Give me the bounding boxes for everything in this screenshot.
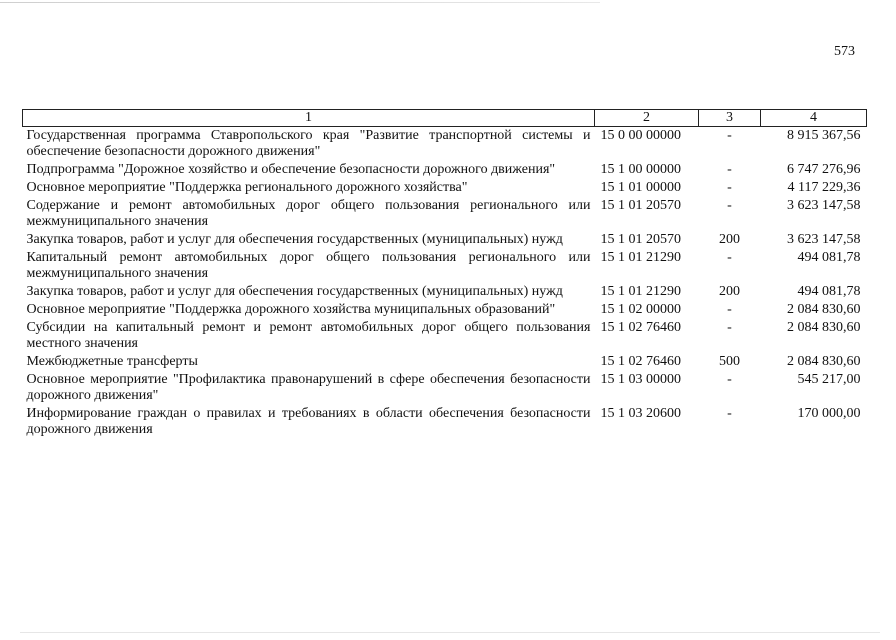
scan-edge-bottom: [20, 632, 880, 633]
row-code: 15 1 01 21290: [600, 284, 681, 299]
row-name: Закупка товаров, работ и услуг для обеспечения государственных (муниципальных) нужд: [26, 232, 563, 247]
row-type: 200: [719, 284, 740, 299]
table-row: [23, 283, 867, 301]
table-row: [23, 319, 867, 353]
row-amount: 2 084 830,60: [787, 354, 861, 369]
scan-edge-top: [0, 2, 600, 3]
row-name: Государственная программа Ставропольского края "Развитие транспортной системы и обеспечение безопасности дорожного движения": [26, 128, 591, 159]
row-code: 15 1 02 00000: [600, 302, 681, 317]
row-type: 200: [719, 232, 740, 247]
row-amount: 3 623 147,58: [787, 198, 861, 213]
row-code: 15 0 00 00000: [600, 128, 681, 143]
header-col-3: 3: [699, 110, 761, 127]
row-code: 15 1 03 20600: [600, 406, 681, 421]
row-code: 15 1 02 76460: [600, 354, 681, 369]
row-code: 15 1 01 00000: [600, 180, 681, 195]
row-name: Капитальный ремонт автомобильных дорог общего пользования регионального или межмуниципального значения: [26, 250, 591, 281]
row-name: Подпрограмма "Дорожное хозяйство и обеспечение безопасности дорожного движения": [26, 162, 556, 177]
row-type: -: [727, 128, 732, 143]
row-type: -: [727, 162, 732, 177]
row-name: Закупка товаров, работ и услуг для обеспечения государственных (муниципальных) нужд: [26, 284, 563, 299]
table-row: [23, 301, 867, 319]
row-amount: 2 084 830,60: [787, 320, 861, 335]
row-name: Межбюджетные трансферты: [26, 354, 198, 369]
table-row: [23, 231, 867, 249]
row-code: 15 1 00 00000: [600, 162, 681, 177]
row-name: Содержание и ремонт автомобильных дорог общего пользования регионального или межмуниципального значения: [26, 198, 591, 229]
row-code: 15 1 01 21290: [600, 250, 681, 265]
row-type: -: [727, 250, 732, 265]
row-type: -: [727, 320, 732, 335]
row-type: -: [727, 198, 732, 213]
row-type: -: [727, 372, 732, 387]
table-header-row: [23, 110, 867, 127]
row-amount: 4 117 229,36: [787, 180, 861, 195]
row-amount: 170 000,00: [797, 406, 861, 421]
row-type: -: [727, 302, 732, 317]
row-amount: 6 747 276,96: [787, 162, 861, 177]
table-row: [23, 353, 867, 371]
row-type: -: [727, 180, 732, 195]
row-code: 15 1 03 00000: [600, 372, 681, 387]
page-number: 573: [834, 44, 855, 59]
header-col-2: 2: [595, 110, 699, 127]
header-col-1: 1: [23, 110, 595, 127]
row-amount: 8 915 367,56: [787, 128, 861, 143]
row-name: Субсидии на капитальный ремонт и ремонт автомобильных дорог общего пользования местного значения: [26, 320, 591, 351]
row-code: 15 1 01 20570: [600, 198, 681, 213]
row-type: 500: [719, 354, 740, 369]
row-amount: 2 084 830,60: [787, 302, 861, 317]
row-name: Основное мероприятие "Поддержка дорожного хозяйства муниципальных образований": [26, 302, 556, 317]
row-name: Основное мероприятие "Поддержка регионального дорожного хозяйства": [26, 180, 468, 195]
row-amount: 494 081,78: [797, 250, 861, 265]
table-row: [23, 405, 867, 439]
row-name: Информирование граждан о правилах и требованиях в области обеспечения безопасности дорожного движения: [26, 406, 591, 437]
row-name: Основное мероприятие "Профилактика правонарушений в сфере обеспечения безопасности дорожного движения": [26, 372, 591, 403]
row-amount: 494 081,78: [797, 284, 861, 299]
table-row: [23, 197, 867, 231]
table-row: [23, 127, 867, 162]
table-row: [23, 161, 867, 179]
table-row: [23, 249, 867, 283]
header-col-4: 4: [761, 110, 867, 127]
table-row: [23, 179, 867, 197]
row-type: -: [727, 406, 732, 421]
row-amount: 3 623 147,58: [787, 232, 861, 247]
row-amount: 545 217,00: [797, 372, 861, 387]
row-code: 15 1 01 20570: [600, 232, 681, 247]
budget-table: [22, 109, 867, 439]
table-row: [23, 371, 867, 405]
row-code: 15 1 02 76460: [600, 320, 681, 335]
